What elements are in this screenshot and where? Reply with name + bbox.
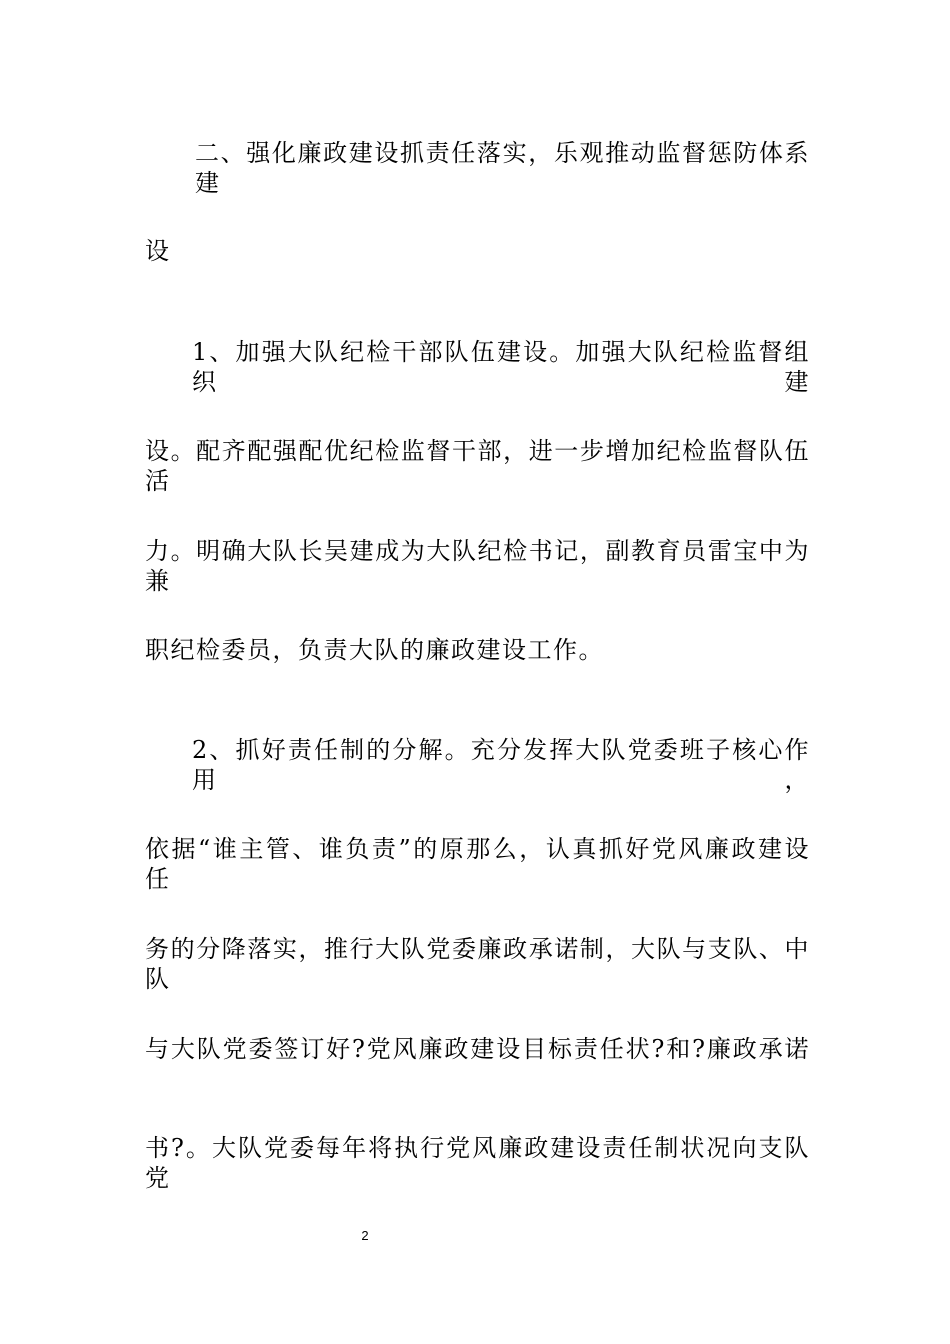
paragraph-1-line-1: 1、加强大队纪检干部队伍建设。加强大队纪检监督组织建 bbox=[192, 338, 810, 396]
page-number: 2 bbox=[361, 1228, 369, 1243]
paragraph-1-line-4: 职纪检委员，负责大队的廉政建设工作。 bbox=[145, 636, 604, 664]
paragraph-2-line-2: 依据“谁主管、谁负责”的原那么，认真抓好党风廉政建设任 bbox=[145, 835, 810, 893]
section-heading-line-2: 设 bbox=[145, 237, 171, 265]
paragraph-2-line-5: 书?。大队党委每年将执行党风廉政建设责任制状况向支队党 bbox=[145, 1134, 810, 1192]
paragraph-1-line-2: 设。配齐配强配优纪检监督干部，进一步增加纪检监督队伍活 bbox=[145, 437, 810, 495]
paragraph-2-line-3: 务的分降落实，推行大队党委廉政承诺制，大队与支队、中队 bbox=[145, 935, 810, 993]
section-heading-line-1: 二、强化廉政建设抓责任落实，乐观推动监督惩防体系建 bbox=[195, 139, 810, 197]
paragraph-2-line-1: 2、抓好责任制的分解。充分发挥大队党委班子核心作用， bbox=[192, 736, 810, 794]
paragraph-2-line-4: 与大队党委签订好?党风廉政建设目标责任状?和?廉政承诺 bbox=[145, 1035, 810, 1063]
paragraph-1-line-3: 力。明确大队长吴建成为大队纪检书记，副教育员雷宝中为兼 bbox=[145, 537, 810, 595]
